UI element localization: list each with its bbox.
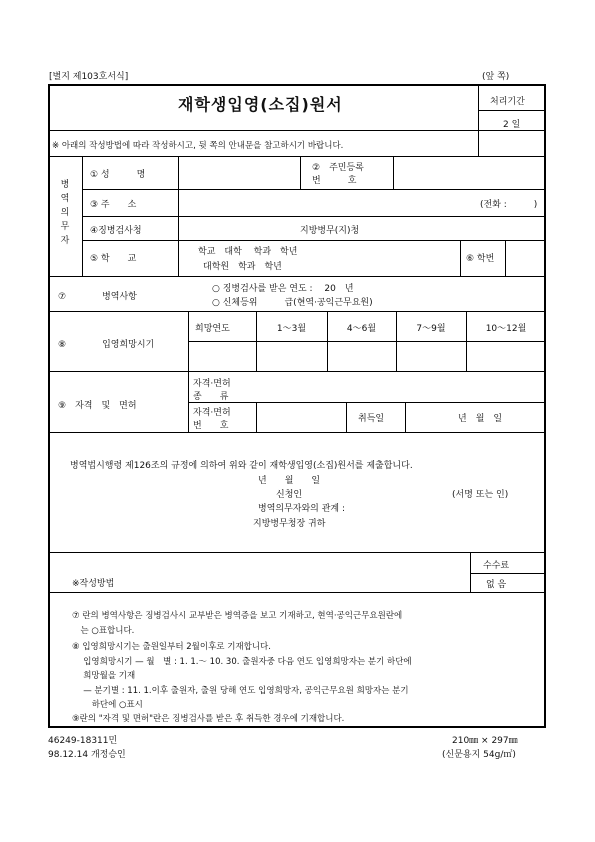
quarter-2: 4～6월 bbox=[346, 324, 377, 334]
form-number: [별지 제103호서식] bbox=[49, 72, 129, 82]
fee-value: 없 음 bbox=[486, 580, 507, 590]
school-label: ⑤ 학 교 bbox=[90, 254, 137, 264]
method-line: — 분기별 : 11. 1.이후 출원자, 출원 당해 연도 입영희망자, 공익근무요원 희망자는 분기 bbox=[72, 686, 409, 696]
footer-paper-size: 210㎜ × 297㎜ bbox=[452, 736, 518, 746]
method-line: ⑦ 란의 병역사항은 징병검사시 교부받은 병역증을 보고 기재하고, 현역·공익근무요원란에 bbox=[72, 611, 403, 621]
student-number-label: ⑥ 학번 bbox=[466, 254, 495, 264]
address-label: ③ 주 소 bbox=[90, 200, 137, 210]
signature-label: (서명 또는 인) bbox=[452, 490, 509, 500]
fee-label: 수수료 bbox=[483, 561, 510, 571]
applicant-label: 신청인 bbox=[276, 490, 303, 500]
quarter-4: 10～12월 bbox=[485, 324, 527, 334]
military-status-line1: ○ 징병검사를 받은 연도 : 20 년 bbox=[212, 284, 354, 294]
method-line: 는 ○표합니다. bbox=[72, 626, 135, 636]
rrn-label-line2: 번 호 bbox=[312, 176, 357, 186]
exam-office-value: 지방병무(지)청 bbox=[300, 226, 360, 236]
license-type-line1: 자격·면허 bbox=[193, 379, 231, 389]
recipient-label: 지방병무청장 귀하 bbox=[253, 519, 326, 529]
declaration-date: 년 월 일 bbox=[258, 476, 321, 486]
method-line: 하단에 ○표시 bbox=[72, 700, 143, 710]
page-side-label: (앞 쪽) bbox=[482, 72, 510, 82]
footer-form-code: 46249-18311민 bbox=[48, 736, 118, 746]
quarter-1: 1～3월 bbox=[276, 324, 307, 334]
school-line1: 학교 대학 학과 학년 bbox=[198, 247, 298, 257]
acquired-date-value: 년 월 일 bbox=[458, 414, 503, 424]
processing-period-label: 처리기간 bbox=[490, 97, 525, 107]
processing-period-value: 2 일 bbox=[503, 120, 521, 130]
method-line: ⑧ 입영희망시기는 출원일부터 2월이후로 기재합니다. bbox=[72, 642, 271, 652]
instruction-note: ※ 아래의 작성방법에 따라 작성하시고, 뒷 쪽의 안내문을 참고하시기 바랍니다. bbox=[52, 141, 344, 151]
name-label: ① 성 명 bbox=[90, 170, 146, 180]
license-label: ⑨ 자격 및 면허 bbox=[58, 401, 137, 411]
footer-approval: 98.12.14 개정승인 bbox=[48, 750, 126, 760]
quarter-3: 7～9월 bbox=[416, 324, 446, 334]
license-number-line2: 번 호 bbox=[193, 421, 229, 431]
rrn-label-line1: ② 주민등록 bbox=[312, 163, 364, 173]
school-line2: 대학원 학과 학년 bbox=[203, 262, 282, 272]
footer-paper-type: (신문용지 54g/㎡) bbox=[442, 750, 516, 760]
form-title: 재학생입영(소집)원서 bbox=[178, 95, 343, 114]
acquired-date-label: 취득일 bbox=[358, 414, 385, 424]
method-line: 희망월을 기재 bbox=[72, 671, 136, 681]
military-status-line2: ○ 신체등위 급(현역·공익근무요원) bbox=[212, 298, 373, 308]
exam-office-label: ④징병검사청 bbox=[90, 226, 142, 236]
relation-label: 병역의무자와의 관계 : bbox=[258, 504, 346, 514]
declaration-statement: 병역법시행령 제126조의 규정에 의하여 위와 같이 재학생입영(소집)원서를 제출합니다. bbox=[70, 461, 413, 471]
military-status-label: ⑦ 병역사항 bbox=[58, 292, 137, 302]
phone-label: (전화 : ) bbox=[480, 200, 538, 210]
license-type-line2: 종 류 bbox=[193, 392, 229, 402]
license-number-line1: 자격·면허 bbox=[193, 408, 231, 418]
enlist-period-label: ⑧ 입영희망시기 bbox=[58, 340, 155, 350]
person-section-label: 병 역 의 무 자 bbox=[60, 180, 70, 246]
enlist-year-label: 희망연도 bbox=[195, 324, 230, 334]
method-line: ⑨란의 "자격 및 면허"란은 징병검사를 받은 후 취득한 경우에 기재합니다. bbox=[72, 714, 345, 724]
method-title: ※작성방법 bbox=[72, 579, 115, 589]
method-line: 입영희망시기 — 월 별 : 1. 1.～ 10. 30. 출원자중 다음 연도 입영희망자는 분기 하단에 bbox=[72, 657, 412, 667]
